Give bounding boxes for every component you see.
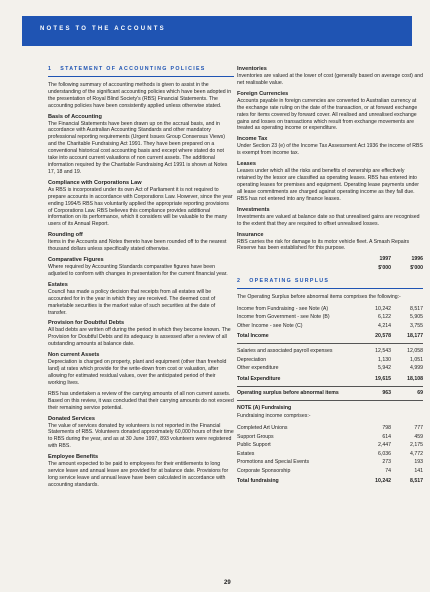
row-label: Support Groups	[237, 433, 274, 440]
table-row	[237, 467, 423, 476]
table-row	[237, 433, 423, 442]
heading-foreign-currencies: Foreign Currencies	[237, 90, 289, 97]
unit-header-row	[237, 265, 423, 272]
operating-surplus-row	[237, 386, 423, 400]
section-2-title-text: OPERATING SURPLUS	[249, 278, 330, 285]
row-label: Estates	[237, 450, 255, 457]
value-1997: 2,447	[378, 442, 391, 449]
value-1996: 4,999	[410, 365, 423, 372]
value-1997: 1,130	[378, 356, 391, 363]
row-label: Operating surplus before abnormal items	[237, 386, 359, 400]
row-label: Income from Government - see Note (B)	[237, 314, 330, 321]
heading-income-tax: Income Tax	[237, 136, 268, 143]
text-employee-benefits: The amount expected to be paid to employees for their entitlements to long service leave and annual leave are provided for at balance date. Provisions for long service leave and annual leave have been calculated in accordance with accounting standards.	[48, 461, 229, 488]
heading-non-current-assets: Non current Assets	[48, 352, 100, 359]
row-label: Income from Fundraising - see Note (A)	[237, 305, 329, 312]
year-header-1997: 1997	[379, 256, 391, 263]
total-income-row	[237, 330, 423, 343]
text-donated-services: The value of services donated by volunteers is not reported in the Financial Statements of RBS. Volunteers donated approximately 60,000 hours of their time to RBS during the year, and as at 30 June 1997, 893 volunteers were registered with RBS.	[48, 422, 234, 450]
value-1997: 6,122	[378, 314, 391, 321]
table-row	[237, 305, 423, 314]
value-1997: 273	[382, 459, 391, 466]
value-1996: 5,905	[410, 314, 423, 321]
table-row	[237, 344, 423, 356]
value-1996: 2,175	[410, 442, 423, 449]
note-a-heading: NOTE (A) Fundraising	[237, 404, 292, 411]
heading-donated-services: Donated Services	[48, 415, 95, 422]
section-1-title-text: STATEMENT OF ACCOUNTING POLICIES	[60, 66, 206, 72]
note-a-intro: Fundraising income comprises:-	[237, 413, 311, 420]
section-2-title	[237, 278, 423, 289]
table-row	[237, 458, 423, 467]
header-banner	[22, 16, 412, 46]
value-1996: 12,058	[407, 348, 423, 355]
value-1997: 10,242	[375, 478, 391, 485]
value-1997: 19,615	[359, 373, 391, 386]
value-1996: 8,517	[410, 305, 423, 312]
note-a-intro-row	[237, 413, 423, 422]
year-header-row	[237, 256, 423, 263]
heading-inventories: Inventories	[237, 66, 267, 72]
left-column	[48, 66, 234, 493]
text-foreign-currencies: Accounts payable in foreign currencies are converted to Australian currency at the exchange rate ruling on the date of the transaction, or at forward exchange rates for items covered by forward cover. All realised and unrealised exchange gains and losses on transactions which result from exchange movements are treated as operating income or expenditure.	[237, 97, 418, 132]
table-row	[237, 356, 423, 365]
value-1996: 3,755	[410, 322, 423, 329]
note-a-heading-row	[237, 400, 423, 412]
heading-basis-of-accounting: Basis of Accounting	[48, 113, 102, 120]
heading-rounding-off: Rounding off	[48, 232, 83, 239]
row-label: Depreciation	[237, 356, 267, 363]
section-2-number: 2	[237, 278, 242, 285]
section-1-intro: The following summary of accounting methods is given to assist in the understanding of the significant accounting policies which have been adopted in the presentation of Royal Blind Society's (RBS) Financial Statements. The accounting policies have been consistently applied unless otherwise stated.	[48, 81, 232, 109]
value-1996: 18,108	[391, 373, 423, 386]
value-1997: 74	[385, 467, 391, 474]
text-basis-of-accounting: The Financial Statements have been drawn up on the accrual basis, and in accordance with Australian Accounting Standards and other mandatory professional reporting requirements (Urgent Issues Group Consensus Views) and the Charitable Fundraising Act 1991. They have been prepared on a conventional historical cost accounting basis and except where stated do not take into account current valuations of non current assets. The additional information required by the Charitable Fundraising Act 1991 is shown at Notes 17, 18 and 19.	[48, 120, 228, 175]
text-leases: Leases under which all the risks and benefits of ownership are effectively retained by the lessor are classified as operating leases. RBS has entered into operating leases for premises and equipment. Operating lease payments under all lease commitments are charged against operating income as they fall due. RBS has not entered into any finance leases.	[237, 168, 419, 202]
value-1997: 12,543	[375, 348, 391, 355]
row-label: Other Income - see Note (C)	[237, 322, 303, 329]
heading-leases: Leases	[237, 161, 256, 168]
row-label: Salaries and associated payroll expenses	[237, 348, 333, 355]
value-1997: 798	[382, 425, 391, 432]
text-rounding-off: Items in the Accounts and Notes thereto have been rounded off to the nearest thousand dollars unless specifically stated otherwise.	[48, 239, 227, 253]
operating-surplus-table	[237, 305, 423, 488]
unit-header-1997: $'000	[378, 265, 391, 272]
year-header-1996: 1996	[411, 256, 423, 263]
banner-title: NOTES TO THE ACCOUNTS	[40, 26, 166, 32]
table-row	[237, 313, 423, 322]
value-1997: 10,242	[375, 305, 391, 312]
value-1996: 18,177	[391, 330, 423, 343]
value-1997: 963	[359, 386, 391, 400]
text-compliance: As RBS is incorporated under its own Act of Parliament it is not required to prepare accounts in accordance with Corporations Law. However, since the year ending 1994/5 RBS has voluntarily applied the appropriate reporting provisions of Corporations Law. RBS believes this compliance provides additional information on its performance, which it considers will be valuable to the many users of its Annual Report.	[48, 186, 233, 228]
heading-doubtful-debts: Provision for Doubtful Debts	[48, 320, 125, 327]
table-row	[237, 421, 423, 433]
section-1-number: 1	[48, 66, 53, 72]
value-1996: 777	[414, 425, 423, 432]
heading-insurance: Insurance	[237, 231, 264, 238]
row-label: Completed Art Unions	[237, 425, 288, 432]
unit-header-1996: $'000	[410, 265, 423, 272]
value-1996: 141	[414, 467, 423, 474]
text-non-current-assets-review: RBS has undertaken a review of the carrying amounts of all non current assets. Based on this review, it was concluded that their carrying amounts do not exceed their remaining service potential.	[48, 390, 234, 411]
heading-employee-benefits: Employee Benefits	[48, 454, 99, 461]
table-row	[237, 441, 423, 450]
row-label: Promotions and Special Events	[237, 459, 310, 466]
total-fundraising-row	[237, 475, 423, 488]
heading-estates: Estates	[48, 281, 68, 288]
text-income-tax: Under Section 23 (e) of the Income Tax Assessment Act 1936 the income of RBS is exempt from income tax.	[237, 143, 423, 157]
table-row	[237, 322, 423, 331]
text-estates: Council has made a policy decision that receipts from all estates will be accounted for in the year in which they are received. The deemed cost of marketable securities is the market value of such securities at the date of transfer.	[48, 288, 216, 316]
value-1997: 20,578	[359, 330, 391, 343]
row-label: Corporate Sponsorship	[237, 467, 291, 474]
value-1997: 5,942	[378, 365, 391, 372]
table-row	[237, 450, 423, 459]
row-label: Total fundraising	[237, 478, 279, 485]
heading-investments: Investments	[237, 206, 270, 213]
row-label: Public Support	[237, 442, 271, 449]
value-1996: 8,517	[410, 478, 423, 485]
right-column	[237, 66, 423, 488]
text-doubtful-debts: All bad debts are written off during the period in which they become known. The Provision for Doubtful Debts and its adequacy is assessed after a review of all outstanding amounts at balance date.	[48, 327, 231, 348]
row-label: Total Income	[237, 330, 359, 343]
heading-comparative-figures: Comparative Figures	[48, 257, 104, 264]
value-1996: 69	[391, 386, 423, 400]
text-non-current-assets: Depreciation is charged on property, plant and equipment (other than freehold land) at rates which provide for the write-down from cost or valuation, after allowing for estimated residual values, over the anticipated period of their working lives.	[48, 359, 227, 386]
table-row	[237, 365, 423, 374]
value-1997: 614	[382, 433, 391, 440]
row-label: Other expenditure	[237, 365, 279, 372]
text-inventories: Inventories are valued at the lower of cost (generally based on average cost) and net realisable value.	[237, 73, 423, 86]
text-investments: Investments are valued at balance date so that unrealised gains are recognised to the extent that they are required to offset unrealised losses.	[237, 213, 420, 227]
value-1997: 4,214	[378, 322, 391, 329]
value-1997: 6,036	[378, 450, 391, 457]
page-number: 29	[224, 580, 231, 586]
value-1996: 193	[414, 459, 423, 466]
value-1996: 1,051	[410, 356, 423, 363]
total-expenditure-row	[237, 373, 423, 386]
value-1996: 4,772	[410, 450, 423, 457]
section-2-intro: The Operating Surplus before abnormal items comprises the following:-	[237, 294, 401, 301]
heading-compliance: Compliance with Corporations Law	[48, 179, 142, 186]
text-comparative-figures: Where required by Accounting Standards comparative figures have been adjusted to conform with changes in presentation for the current financial year.	[48, 264, 228, 277]
row-label: Total Expenditure	[237, 373, 359, 386]
section-1-title	[48, 66, 234, 77]
text-insurance: RBS carries the risk for damage to its motor vehicle fleet. A Smash Repairs Reserve has been established for this purpose.	[237, 238, 410, 252]
value-1996: 459	[414, 433, 423, 440]
